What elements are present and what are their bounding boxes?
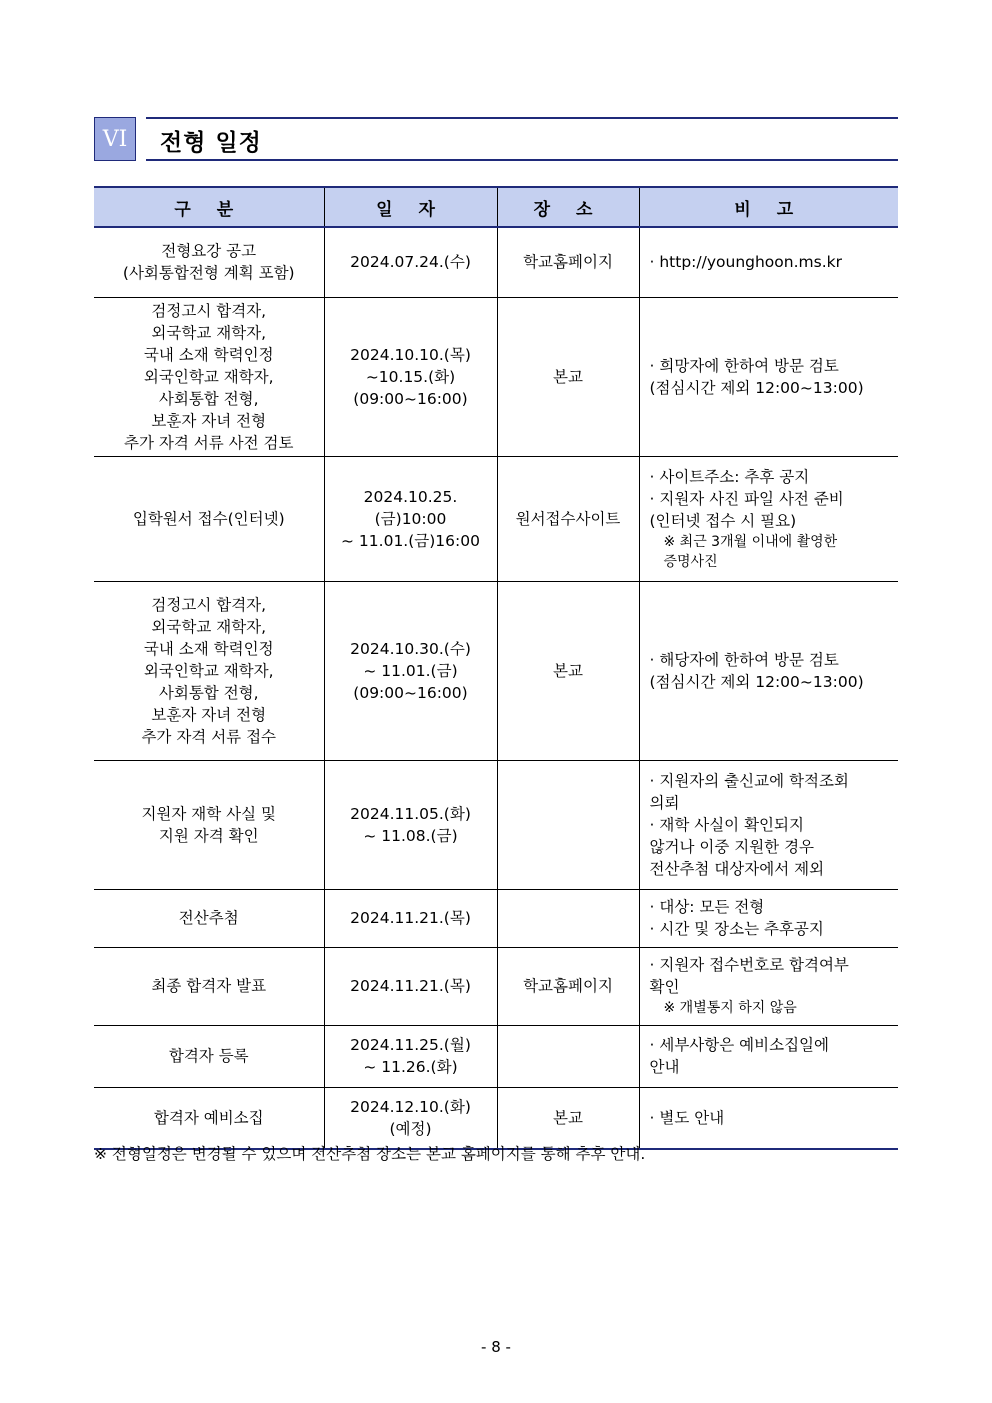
note-line: · 별도 안내 xyxy=(649,1108,725,1127)
row-date: 2024.12.10.(화) (예정) xyxy=(324,1087,497,1149)
note-line: · 지원자 접수번호로 합격여부 확인 xyxy=(649,956,849,996)
table-header-row xyxy=(94,187,898,227)
row-place xyxy=(497,760,639,889)
header-category: 구 분 xyxy=(94,187,324,227)
row-place: 학교홈페이지 xyxy=(497,227,639,297)
row-notes xyxy=(639,1025,898,1087)
note-line: · 해당자에 한하여 방문 검토 (점심시간 제외 12:00~13:00) xyxy=(649,650,864,691)
section-header xyxy=(94,117,898,163)
row-place xyxy=(497,1025,639,1087)
note-line: · 세부사항은 예비소집일에 안내 xyxy=(649,1036,829,1076)
row-notes xyxy=(639,889,898,947)
header-date: 일 자 xyxy=(324,187,497,227)
row-place: 본교 xyxy=(497,297,639,456)
header-notes: 비 고 xyxy=(639,187,898,227)
row-category: 전산추첨 xyxy=(94,889,324,947)
note-line: · 시간 및 장소는 추후공지 xyxy=(649,920,824,938)
row-category: 합격자 예비소집 xyxy=(94,1087,324,1149)
row-place: 원서접수사이트 xyxy=(497,456,639,581)
row-notes xyxy=(639,581,898,760)
row-category: 합격자 등록 xyxy=(94,1025,324,1087)
row-place xyxy=(497,889,639,947)
row-category: 전형요강 공고 (사회통합전형 계획 포함) xyxy=(94,227,324,297)
section-number: VI xyxy=(94,117,136,161)
row-date: 2024.11.25.(월) ~ 11.26.(화) xyxy=(324,1025,497,1087)
row-notes xyxy=(639,227,898,297)
row-category: 검정고시 합격자, 외국학교 재학자, 국내 소재 학력인정 외국인학교 재학자, 사회통합 전형, 보훈자 자녀 전형 추가 자격 서류 사전 검토 xyxy=(94,297,324,456)
row-notes xyxy=(639,760,898,889)
note-line: · 지원자 사진 파일 사전 준비 (인터넷 접수 시 필요) xyxy=(649,489,844,530)
note-line: · http://younghoon.ms.kr xyxy=(649,253,842,272)
row-date: 2024.10.30.(수) ~ 11.01.(금) (09:00~16:00) xyxy=(324,581,497,760)
note-line: · 사이트주소: 추후 공지 xyxy=(649,467,810,486)
note-remark: ※ 개별통지 하지 않음 xyxy=(663,1000,797,1016)
note-line: · 재학 사실이 확인되지 않거나 이중 지원한 경우 전산추첨 대상자에서 제외 xyxy=(649,815,825,878)
table-row xyxy=(94,889,898,947)
row-place: 본교 xyxy=(497,1087,639,1149)
row-notes xyxy=(639,1087,898,1149)
section-title: 전형 일정 xyxy=(160,130,262,156)
section-title-bar xyxy=(146,117,898,161)
note-remark: ※ 최근 3개월 이내에 촬영한 증명사진 xyxy=(663,533,838,570)
schedule-table xyxy=(94,186,898,1150)
header-place: 장 소 xyxy=(497,187,639,227)
row-category: 최종 합격자 발표 xyxy=(94,947,324,1025)
table-row xyxy=(94,227,898,297)
row-date: 2024.10.25.(금)10:00 ~ 11.01.(금)16:00 xyxy=(324,456,497,581)
row-category: 입학원서 접수(인터넷) xyxy=(94,456,324,581)
table-row xyxy=(94,581,898,760)
row-category: 지원자 재학 사실 및 지원 자격 확인 xyxy=(94,760,324,889)
row-date: 2024.11.05.(화) ~ 11.08.(금) xyxy=(324,760,497,889)
page-number: - 8 - xyxy=(481,1338,511,1356)
row-date: 2024.07.24.(수) xyxy=(324,227,497,297)
table-row xyxy=(94,456,898,581)
row-date: 2024.11.21.(목) xyxy=(324,889,497,947)
table-row xyxy=(94,947,898,1025)
row-place: 본교 xyxy=(497,581,639,760)
footnote: ※ 전형일정은 변경될 수 있으며 전산추첨 장소는 본교 홈페이지를 통해 추후 안내. xyxy=(94,1145,646,1163)
table-row xyxy=(94,297,898,456)
row-date: 2024.10.10.(목) ~10.15.(화) (09:00~16:00) xyxy=(324,297,497,456)
row-date: 2024.11.21.(목) xyxy=(324,947,497,1025)
row-notes xyxy=(639,297,898,456)
row-place: 학교홈페이지 xyxy=(497,947,639,1025)
note-line: · 희망자에 한하여 방문 검토 (점심시간 제외 12:00~13:00) xyxy=(649,356,864,397)
row-category: 검정고시 합격자, 외국학교 재학자, 국내 소재 학력인정 외국인학교 재학자, 사회통합 전형, 보훈자 자녀 전형 추가 자격 서류 접수 xyxy=(94,581,324,760)
row-notes xyxy=(639,947,898,1025)
note-line: · 대상: 모든 전형 xyxy=(649,898,765,916)
table-row xyxy=(94,1087,898,1149)
row-notes xyxy=(639,456,898,581)
note-line: · 지원자의 출신교에 학적조회 의뢰 xyxy=(649,771,849,812)
table-row xyxy=(94,760,898,889)
table-row xyxy=(94,1025,898,1087)
